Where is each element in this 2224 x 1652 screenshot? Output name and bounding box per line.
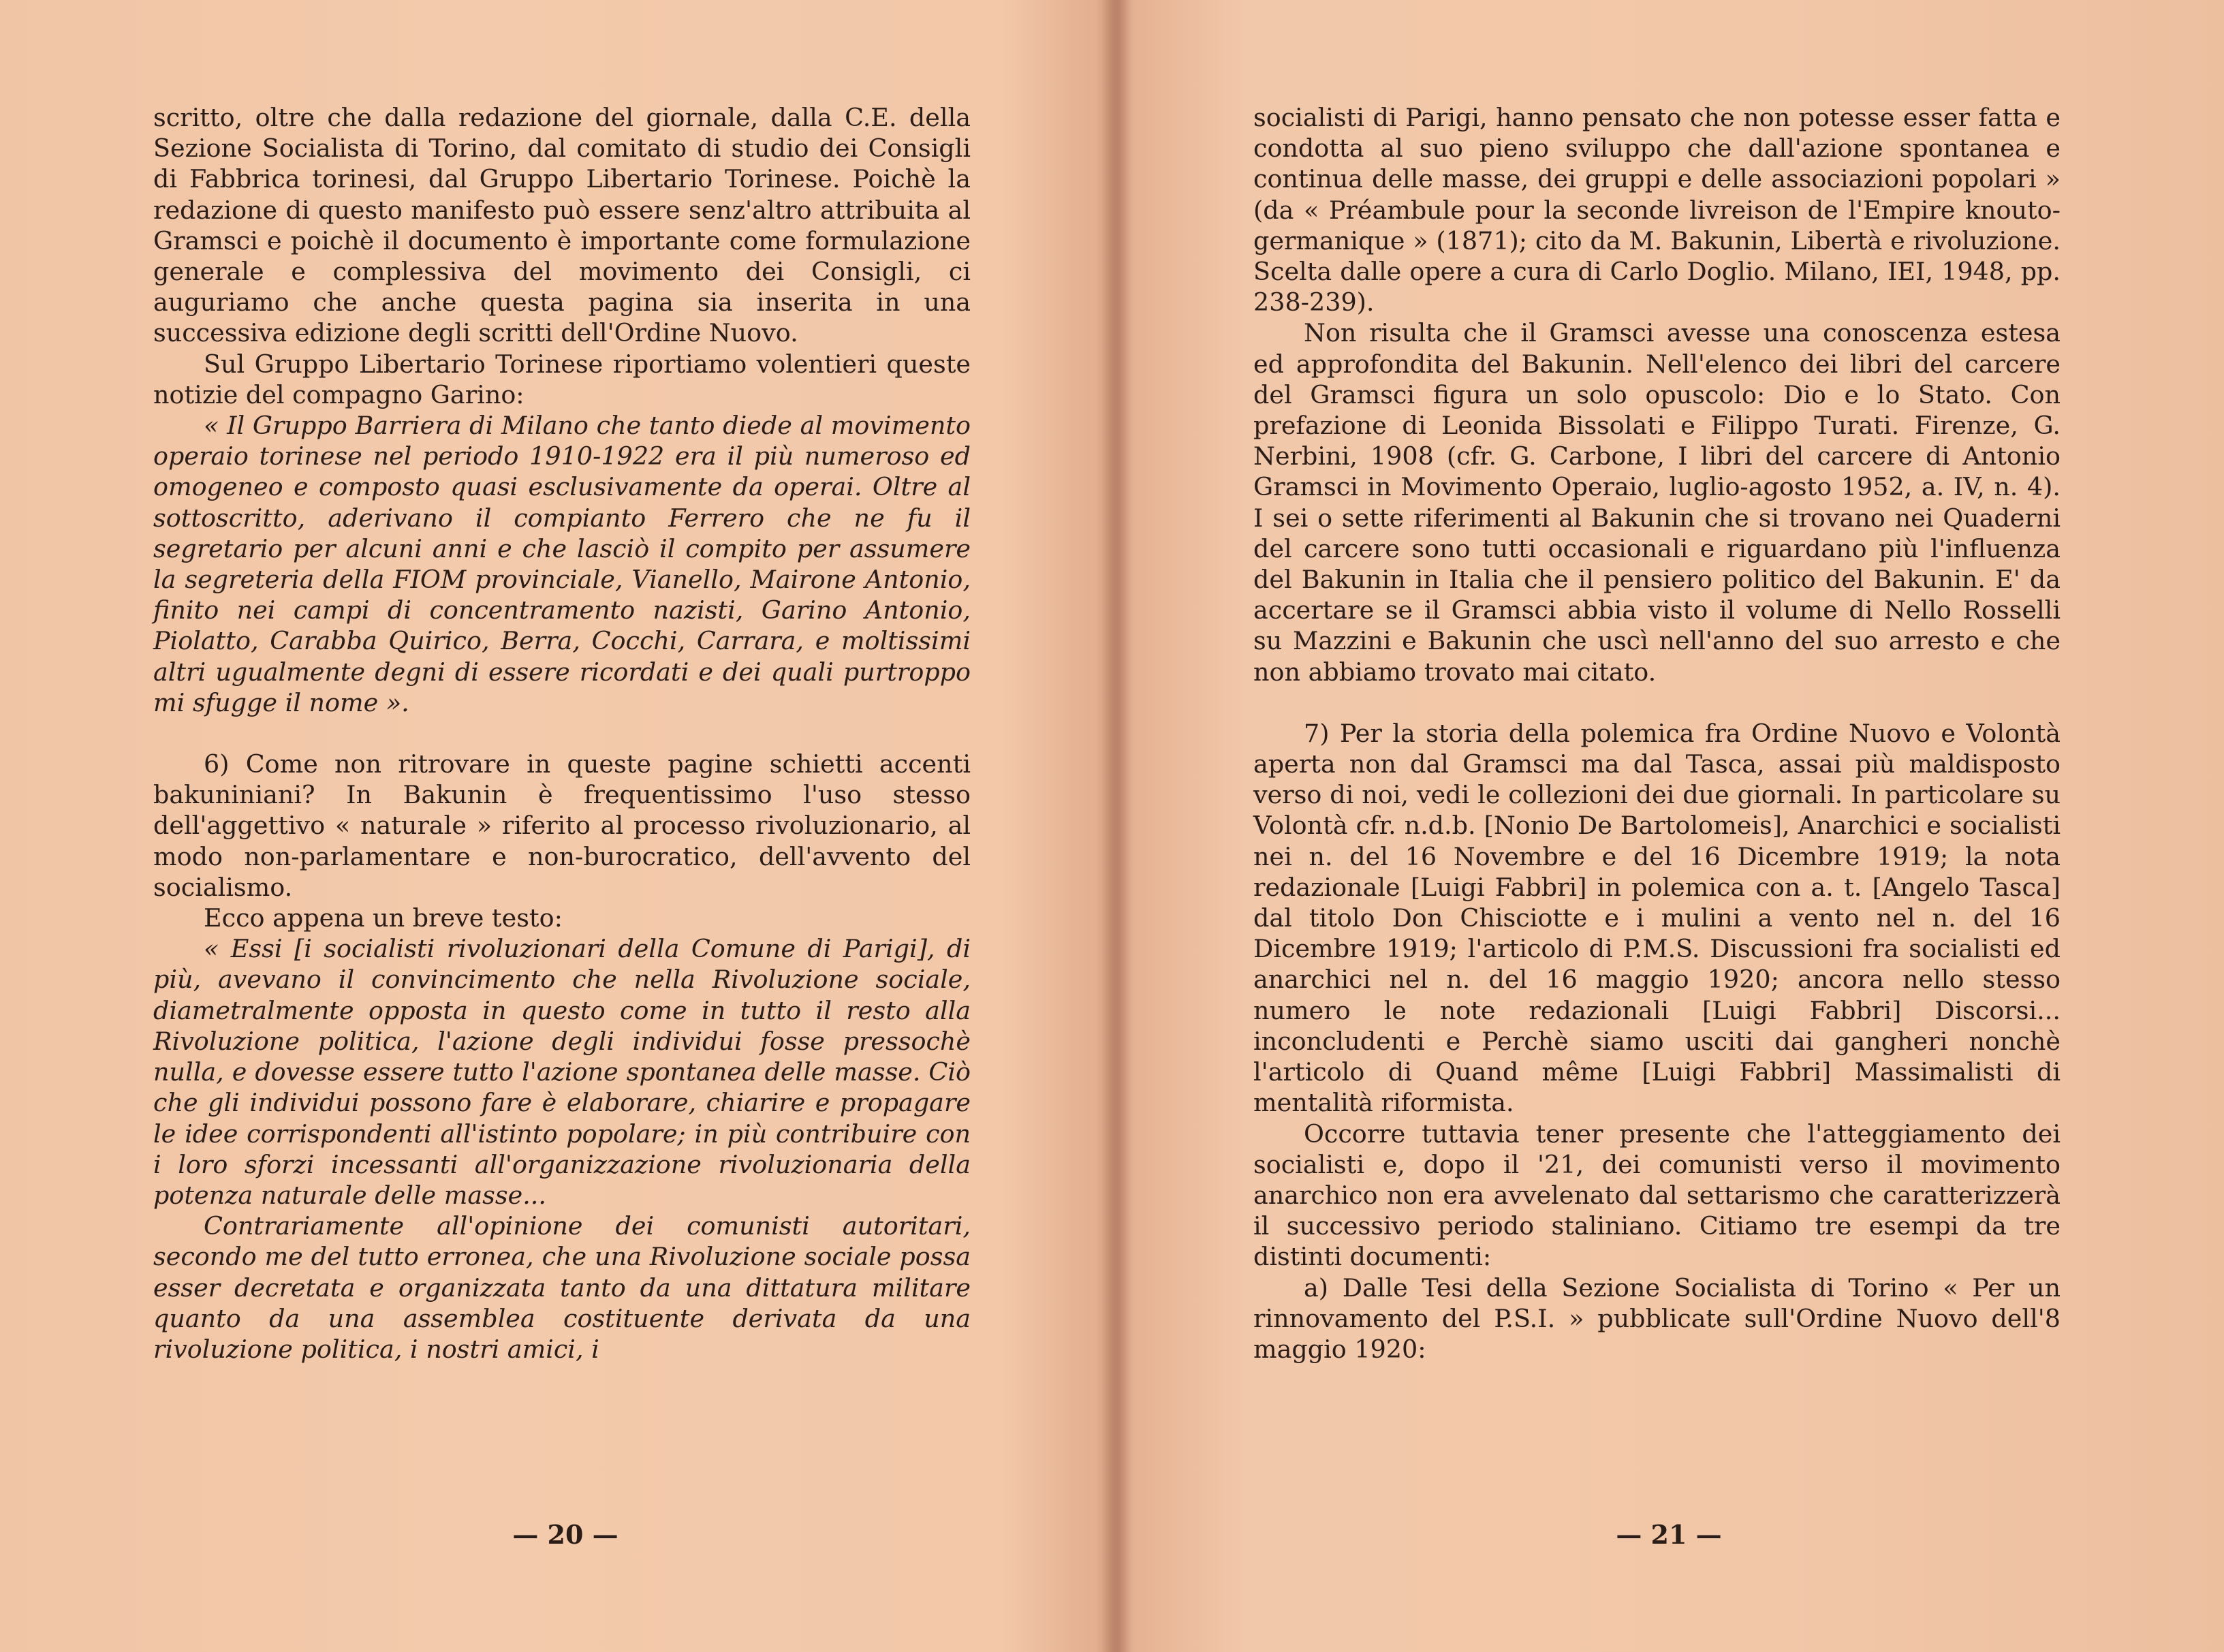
book-gutter [1097, 0, 1131, 1652]
note-paragraph: 6) Come non ritrovare in queste pagine schietti accenti bakuniniani? In Bakunin è frequentissimo l'uso stesso dell'aggettivo « naturale » riferito al processo rivoluzionario, al modo non-parlamentare e non-burocratico, dell'avvento del socialismo. [153, 749, 971, 902]
left-page [153, 102, 971, 1365]
paragraph: a) Dalle Tesi della Sezione Socialista di Torino « Per un rinnovamento del P.S.I. » pubblicate sull'Ordine Nuovo dell'8 maggio 1920: [1253, 1273, 2061, 1364]
page-number-left: — 20 — [512, 1519, 618, 1550]
page-number-right: — 21 — [1616, 1519, 1722, 1550]
paragraph: Occorre tuttavia tener presente che l'atteggiamento dei socialisti e, dopo il '21, dei comunisti verso il movimento anarchico non era avvelenato dal settarismo che caratterizzerà il successivo periodo staliniano. Citiamo tre esempi da tre distinti documenti: [1253, 1119, 2061, 1272]
paragraph: Ecco appena un breve testo: [204, 903, 563, 933]
paragraph: Sul Gruppo Libertario Torinese riportiamo volentieri queste notizie del compagno Garino: [153, 349, 971, 409]
quote-paragraph: « Essi [i socialisti rivoluzionari della Comune di Parigi], di più, avevano il convincimento che nella Rivoluzione sociale, diametralmente opposta in questo come in tutto il resto alla Rivoluzione politica, l'azione degli individui fosse pressochè nulla, e dovesse essere tutto l'azione spontanea delle masse. Ciò che gli individui possono fare è elaborare, chiarire e propagare le idee corrispondenti all'istinto popolare; in più contribuire con i loro sforzi incessanti all'organizzazione rivoluzionaria della potenza naturale delle masse... [153, 934, 971, 1210]
paragraph: socialisti di Parigi, hanno pensato che non potesse esser fatta e condotta al suo pieno sviluppo che dall'azione spontanea e continua delle masse, dei gruppi e delle associazioni popolari » (da « Préambule pour la seconde livreison de l'Empire knouto-germanique » (1871); cito da M. Bakunin, Libertà e rivoluzione. Scelta dalle opere a cura di Carlo Doglio. Milano, IEI, 1948, pp. 238-239). [1253, 103, 2061, 317]
paragraph: Non risulta che il Gramsci avesse una conoscenza estesa ed approfondita del Bakunin. Nell'elenco dei libri del carcere del Gramsci figura un solo opuscolo: Dio e lo Stato. Con prefazione di Leonida Bissolati e Filippo Turati. Firenze, G. Nerbini, 1908 (cfr. G. Carbone, I libri del carcere di Antonio Gramsci in Movimento Operaio, luglio-agosto 1952, a. IV, n. 4). I sei o sette riferimenti al Bakunin che si trovano nei Quaderni del carcere sono tutti occasionali e riguardano più l'influenza del Bakunin in Italia che il pensiero politico del Bakunin. E' da accertare se il Gramsci abbia visto il volume di Nello Rosselli su Mazzini e Bakunin che uscì nell'anno del suo arresto e che non abbiamo trovato mai citato. [1253, 318, 2061, 687]
note-paragraph: 7) Per la storia della polemica fra Ordine Nuovo e Volontà aperta non dal Gramsci ma dal Tasca, assai più maldisposto verso di noi, vedi le collezioni dei due giornali. In particolare su Volontà cfr. n.d.b. [Nonio De Bartolomeis], Anarchici e socialisti nei n. del 16 Novembre e del 16 Dicembre 1919; la nota redazionale [Luigi Fabbri] in polemica con a. t. [Angelo Tasca] dal titolo Don Chisciotte e i mulini a vento nel n. del 16 Dicembre 1919; l'articolo di P.M.S. Discussioni fra socialisti ed anarchici nel n. del 16 maggio 1920; ancora nello stesso numero le note redazionali [Luigi Fabbri] Discorsi... inconcludenti e Perchè siamo usciti dai gangheri nonchè l'articolo di Quand même [Luigi Fabbri] Massimalisti di mentalità riformista. [1253, 718, 2061, 1118]
quote-paragraph: « Il Gruppo Barriera di Milano che tanto diede al movimento operaio torinese nel periodo 1910-1922 era il più numeroso ed omogeneo e composto quasi esclusivamente da operai. Oltre al sottoscritto, aderivano il compianto Ferrero che ne fu il segretario per alcuni anni e che lasciò il compito per assumere la segreteria della FIOM provinciale, Vianello, Mairone Antonio, finito nei campi di concentramento nazisti, Garino Antonio, Piolatto, Carabba Quirico, Berra, Cocchi, Carrara, e moltissimi altri ugualmente degni di essere ricordati e dei quali purtroppo mi sfugge il nome ». [153, 411, 971, 717]
quote-paragraph: Contrariamente all'opinione dei comunisti autoritari, secondo me del tutto erronea, che una Rivoluzione sociale possa esser decretata e organizzata tanto da una dittatura militare quanto da una assemblea costituente derivata da una rivoluzione politica, i nostri amici, i [153, 1211, 971, 1364]
right-page [1253, 102, 2061, 1365]
paragraph: scritto, oltre che dalla redazione del giornale, dalla C.E. della Sezione Socialista di Torino, dal comitato di studio dei Consigli di Fabbrica torinesi, dal Gruppo Libertario Torinese. Poichè la redazione di questo manifesto può essere senz'altro attribuita al Gramsci e poichè il documento è importante come formulazione generale e complessiva del movimento dei Consigli, ci auguriamo che anche questa pagina sia inserita in una successiva edizione degli scritti dell'Ordine Nuovo. [153, 103, 971, 348]
